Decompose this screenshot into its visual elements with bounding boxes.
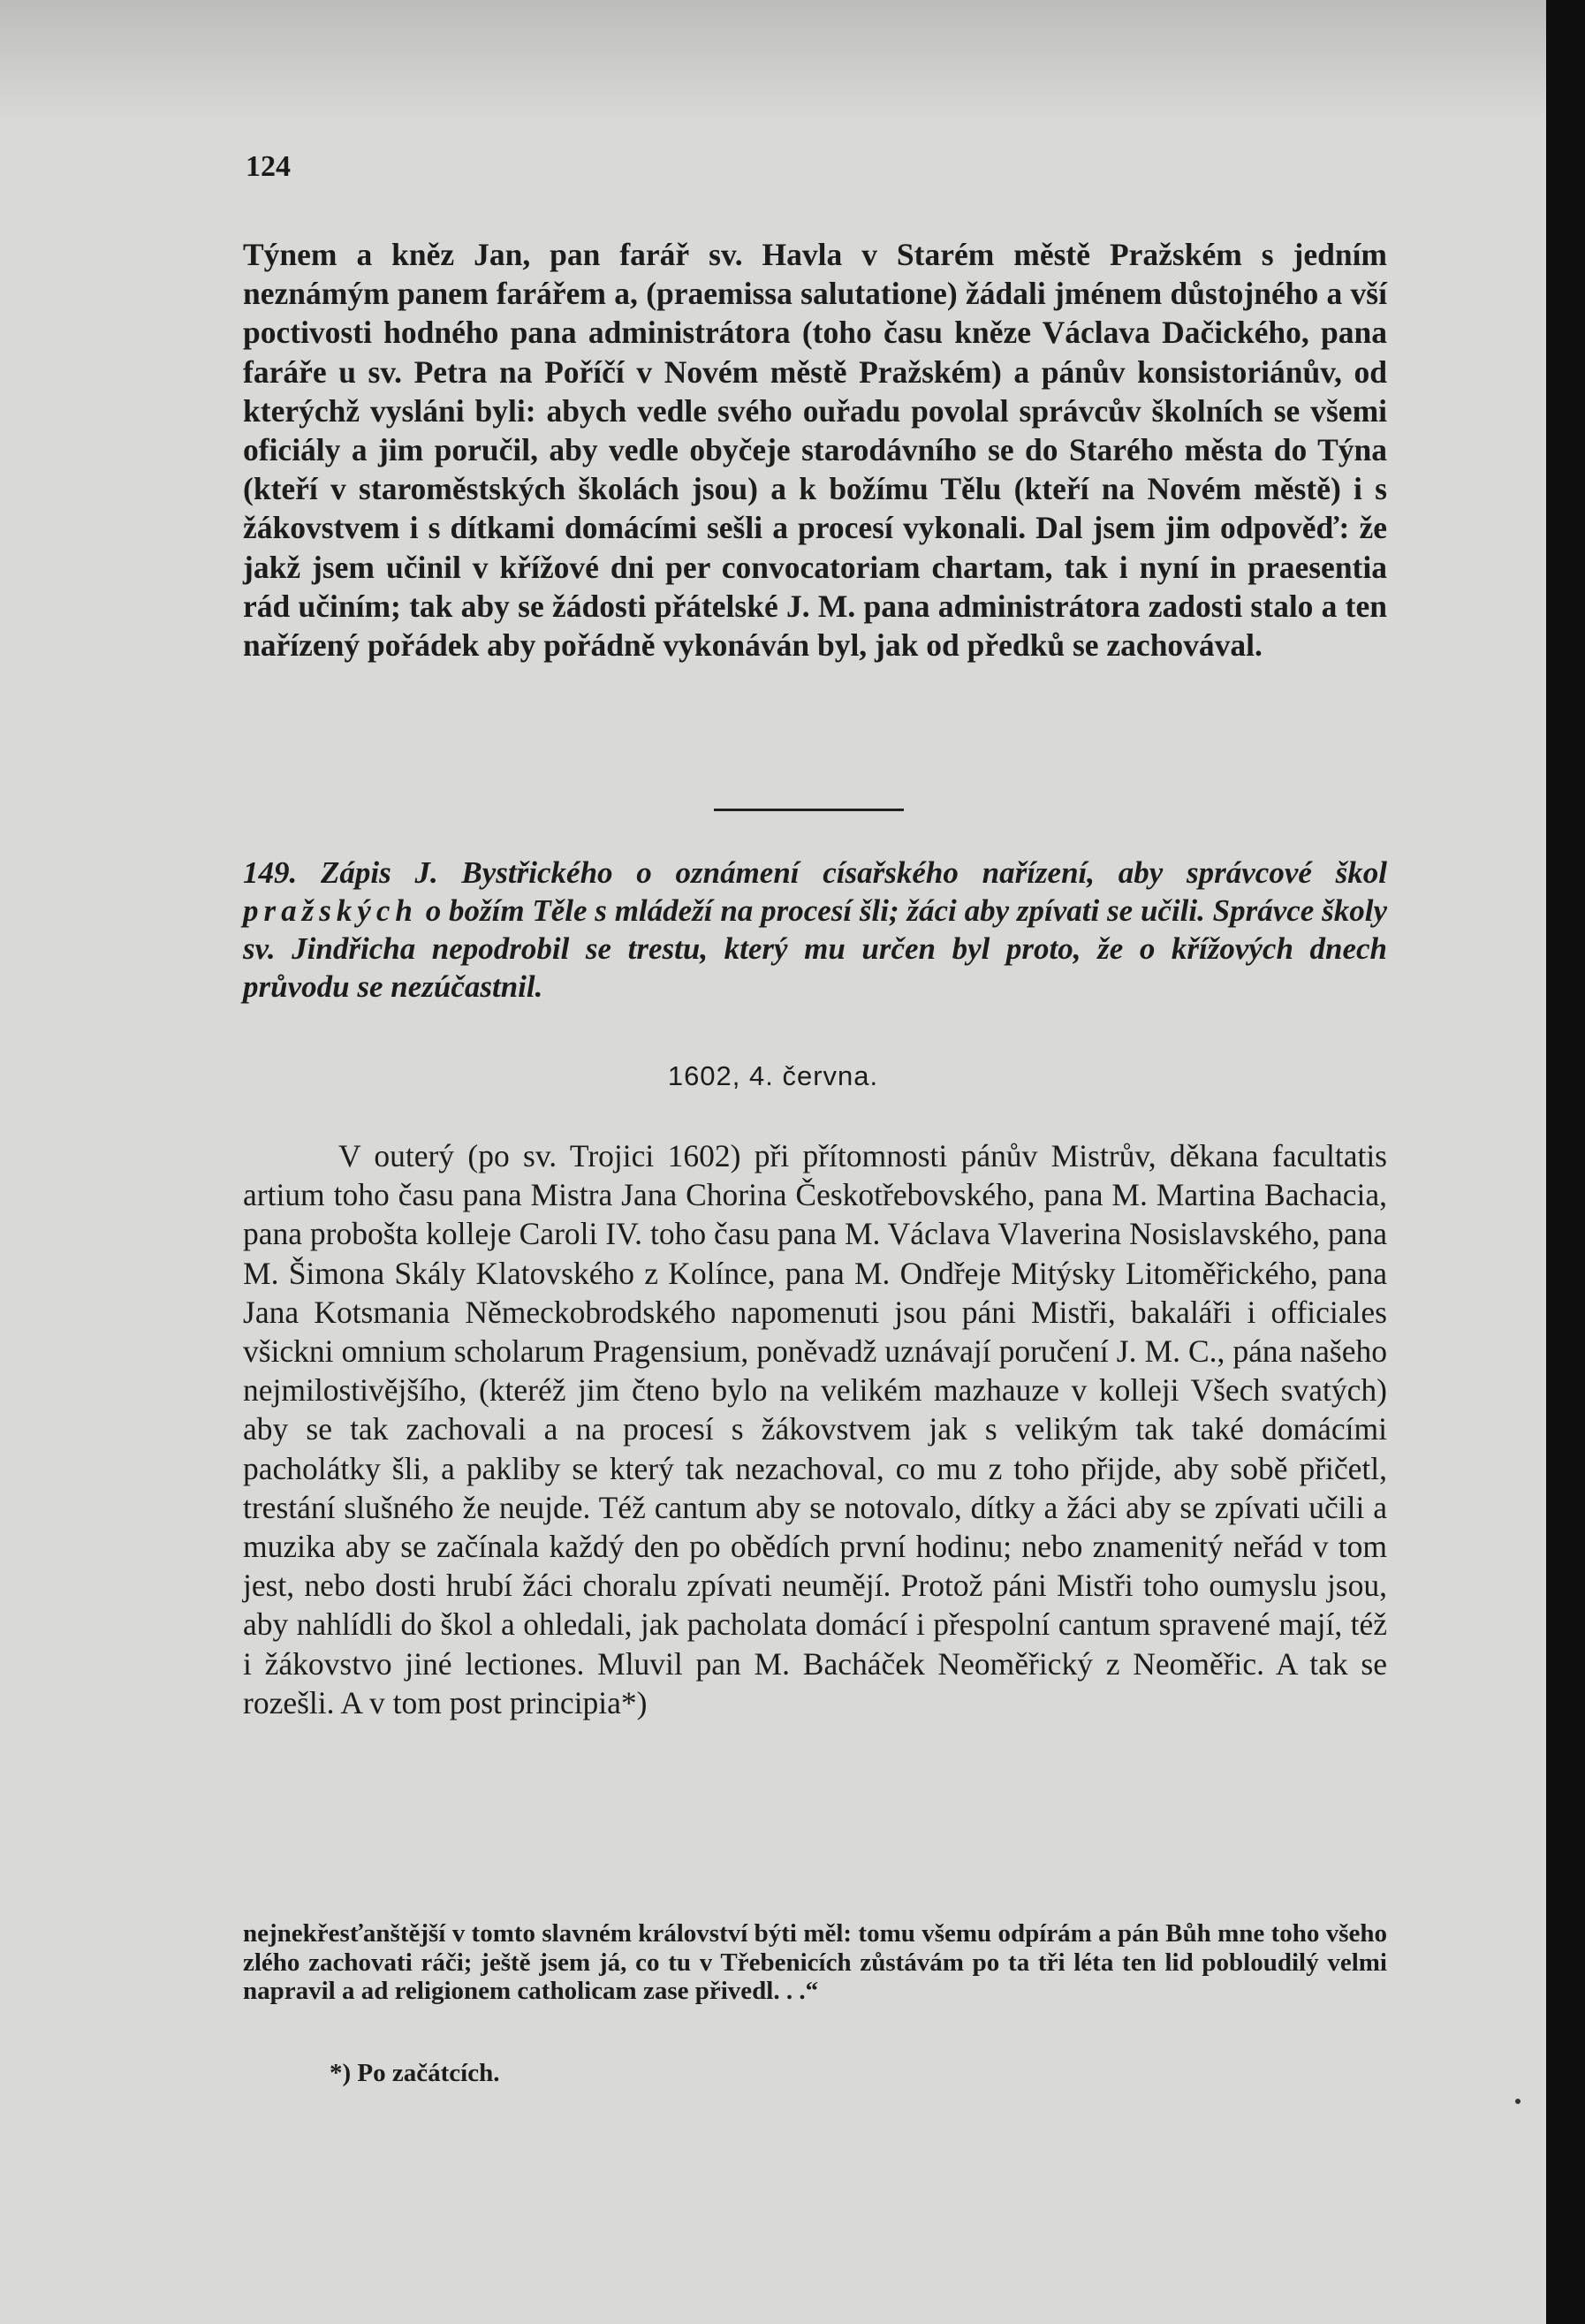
section-divider — [714, 809, 904, 811]
entry-number: 149. — [243, 855, 298, 890]
footnote-asterisk: *) Po začátcích. — [330, 2059, 500, 2087]
footnote-continued: nejnekřesťanštější v tomto slavném království býti měl: tomu všemu odpírám a pán Bůh mne toho všeho zlého zachovati ráči; ještě jsem já, co tu v Třebenicích zůstávám po ta tři léta ten lid pobloudilý velmi napravil a ad religionem catholicam zase přivedl. . .“ — [243, 1919, 1387, 2005]
scan-speck — [1515, 2099, 1521, 2104]
entry-date: 1602, 4. června. — [667, 1060, 879, 1091]
page-number: 124 — [246, 150, 291, 183]
heading-text-b: o božím Těle s mládeží na procesí šli; žáci aby zpívati se učili. Správce školy sv. Jindřicha nepodrobil se trestu, který mu určen byl proto, že o křížových dnech průvodu se nezúčastnil. — [243, 893, 1388, 1004]
paragraph-continued: Týnem a kněz Jan, pan farář sv. Havla v Starém městě Pražském s jedním neznámým panem farářem a, (praemissa salutatione) žádali jménem důstojného a vší poctivosti hodného pana administrátora (toho času kněze Václava Dačického, pana faráře u sv. Petra na Poříčí v Novém městě Pražském) a pánův konsistoriánův, od kterýchž vysláni byli: abych vedle svého ouřadu povolal správcův školních se všemi oficiály a jim poručil, aby vedle obyčeje starodávního se do Starého města do Týna (kteří v staroměstských školách jsou) a k božímu Tělu (kteří na Novém městě) i s žákovstvem i s dítkami domácími sešli a procesí vykonali. Dal jsem jim odpověď: že jakž jsem učinil v křížové dni per convocatoriam chartam, tak i nyní in praesentia rád učiním; tak aby se žádosti přátelské J. M. pana administrátora zadosti stalo a ten nařízený pořádek aby pořádně vykonáván byl, jak od předků se zachovával. — [243, 237, 1387, 664]
heading-text-a: Zápis J. Bystřického o oznámení císařského nařízení, aby správcové škol — [320, 855, 1387, 890]
entry-heading — [243, 854, 1387, 1006]
entry-body: V outerý (po sv. Trojici 1602) při přítomnosti pánův Mistrův, děkana facultatis artium toho času pana Mistra Jana Chorina Českotřebovského, pana M. Martina Bachacia, pana proboštа kolleje Caroli IV. toho času pana M. Václava Vlaverina Nosislavského, pana M. Šimona Skály Klatovského z Kolínce, pana M. Ondřeje Mitýsky Litoměřického, pana Jana Kotsmania Německobrodského napomenuti jsou páni Mistři, bakaláři i officiales všickni omnium scholarum Pragensium, poněvadž uznávají poručení J. M. C., pána našeho nejmilostivějšího, (kteréž jim čteno bylo na velikém mazhauze v kolleji Všech svatých) aby se tak zachovali a na procesí s žákovstvem jak s velikým tak také domácími pacholátky šli, a pakliby se který tak nezachoval, co mu z toho přijde, aby sobě přičetl, trestání slušného že neujde. Též cantum aby se notovalo, dítky a žáci aby se zpívati učili a muzika aby se začínala každý den po obědích první hodinu; nebo znamenitý neřád v tom jest, nebo dosti hrubí žáci choralu zpívati neumějí. Protož páni Mistři toho oumyslu jsou, aby nahlídli do škol a ohledali, jak pacholata domácí i přespolní cantum spravené mají, též i žákovstvo jiné lectiones. Mluvil pan M. Bacháček Neoměřický z Neoměřic. A tak se rozešli. A v tom post principia*) — [243, 1138, 1387, 1720]
heading-spaced-word: pražských — [243, 893, 418, 928]
